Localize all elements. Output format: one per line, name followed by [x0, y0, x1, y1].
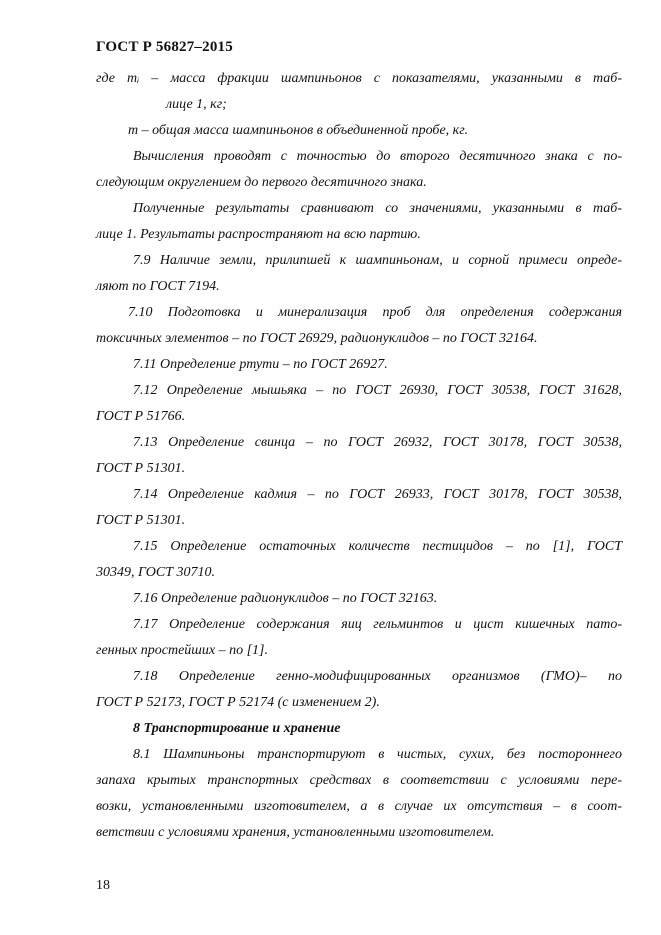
text-line: токсичных элементов – по ГОСТ 26929, радионуклидов – по ГОСТ 32164. — [96, 331, 538, 346]
section-heading: 8 Транспортирование и хранение — [133, 721, 341, 736]
text-line: 7.12 Определение мышьяка – по ГОСТ 26930, ГОСТ 30538, ГОСТ 31628, — [133, 383, 622, 398]
text-line: 7.10 Подготовка и минерализация проб для определения содержания — [128, 305, 622, 320]
text-line: 7.11 Определение ртути – по ГОСТ 26927. — [133, 357, 388, 372]
text-line: Полученные результаты сравнивают со значениями, указанными в таб- — [133, 201, 622, 216]
text-line: 7.16 Определение радионуклидов – по ГОСТ 32163. — [133, 591, 438, 606]
text-line: 30349, ГОСТ 30710. — [96, 565, 216, 580]
text-line: где mᵢ – масса фракции шампиньонов с показателями, указанными в таб- — [96, 71, 622, 86]
text-line: 7.13 Определение свинца – по ГОСТ 26932, ГОСТ 30178, ГОСТ 30538, — [133, 435, 622, 450]
text-line: ГОСТ Р 51301. — [96, 461, 186, 476]
text-line: 7.17 Определение содержания яиц гельминтов и цист кишечных пато- — [133, 617, 622, 632]
text-line: запаха крытых транспортных средствах в соответствии с условиями пере- — [96, 773, 622, 788]
text-line: 7.15 Определение остаточных количеств пестицидов – по [1], ГОСТ — [133, 539, 622, 554]
text-line: Вычисления проводят с точностью до второго десятичного знака с по- — [133, 149, 622, 164]
body-text — [96, 66, 622, 846]
text-line: лице 1, кг; — [166, 97, 227, 112]
text-line: m – общая масса шампиньонов в объединенной пробе, кг. — [128, 123, 468, 138]
page-header: ГОСТ Р 56827–2015 — [96, 39, 233, 55]
text-line: возки, установленными изготовителем, а в случае их отсутствия – в соот- — [96, 799, 622, 814]
text-line: 7.18 Определение генно-модифицированных организмов (ГМО)– по — [133, 669, 622, 684]
text-line: генных простейших – по [1]. — [96, 643, 268, 658]
text-line: лице 1. Результаты распространяют на всю партию. — [96, 227, 421, 242]
text-line: ГОСТ Р 51301. — [96, 513, 186, 528]
text-line: следующим округлением до первого десятичного знака. — [96, 175, 427, 190]
text-line: ГОСТ Р 52173, ГОСТ Р 52174 (с изменением 2). — [96, 695, 380, 710]
text-line: ляют по ГОСТ 7194. — [96, 279, 220, 294]
text-line: ветствии с условиями хранения, установленными изготовителем. — [96, 825, 495, 840]
text-line: 7.9 Наличие земли, прилипшей к шампиньонам, и сорной примеси опреде- — [133, 253, 622, 268]
text-line: 7.14 Определение кадмия – по ГОСТ 26933, ГОСТ 30178, ГОСТ 30538, — [133, 487, 622, 502]
page-number: 18 — [96, 878, 110, 893]
text-line: 8.1 Шампиньоны транспортируют в чистых, сухих, без постороннего — [133, 747, 622, 762]
text-line: ГОСТ Р 51766. — [96, 409, 186, 424]
